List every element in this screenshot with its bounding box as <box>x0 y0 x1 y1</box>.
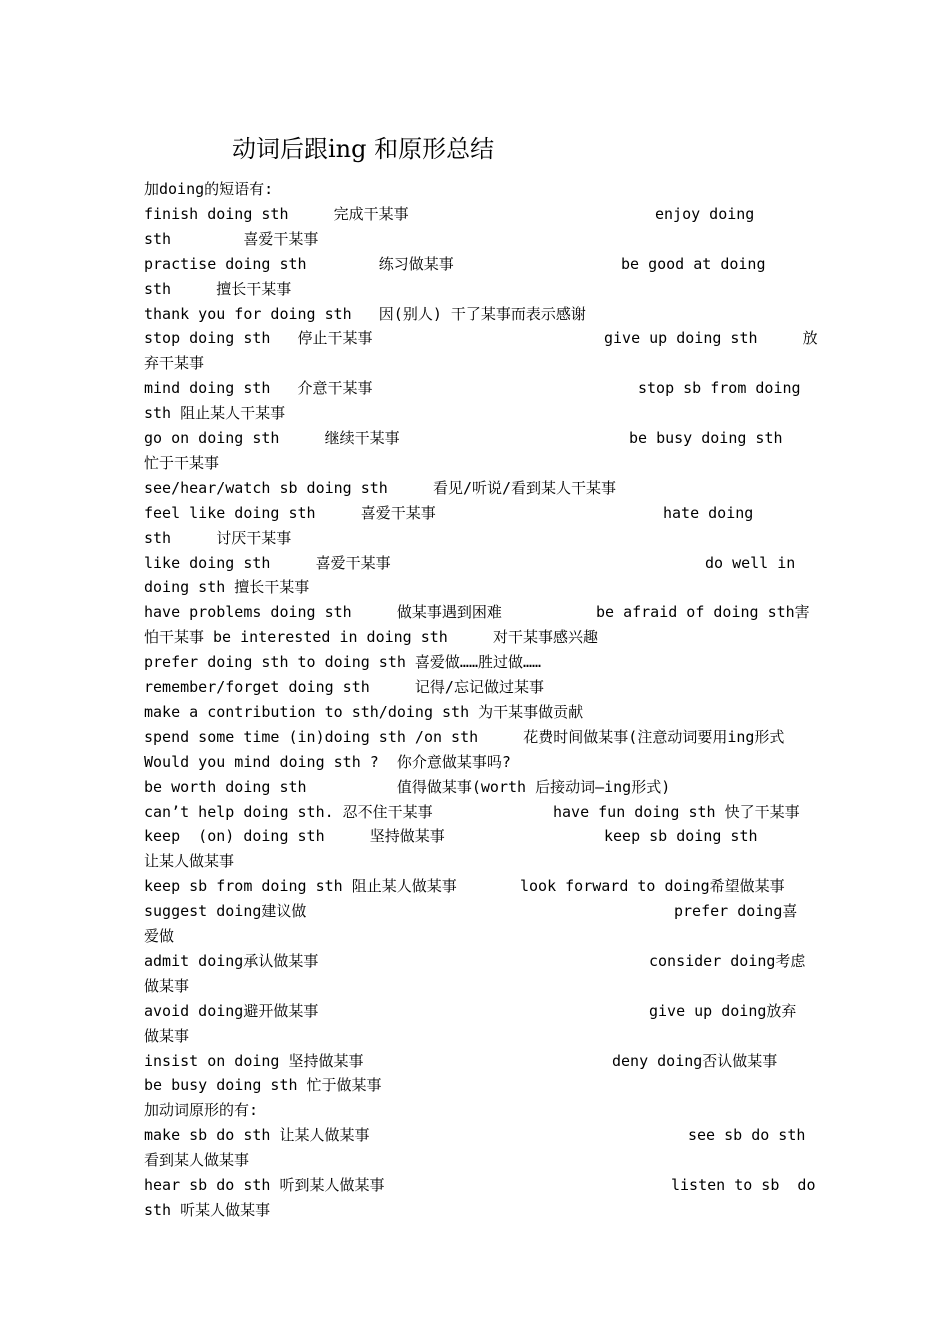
text-line <box>144 252 808 277</box>
line-right-text: be afraid of doing sth害 <box>596 603 810 622</box>
line-left-text: sth 阻止某人干某事 <box>144 404 286 423</box>
text-line <box>144 526 808 551</box>
line-right-text: be busy doing sth <box>629 429 783 447</box>
line-left-text: be worth doing sth 值得做某事(worth 后接动词—ing形式) <box>144 777 671 796</box>
line-left-text: sth 擅长干某事 <box>144 279 292 298</box>
text-line <box>144 974 808 999</box>
text-line <box>144 302 808 327</box>
text-line <box>144 725 808 750</box>
text-line <box>144 924 808 949</box>
text-line <box>144 899 808 924</box>
line-left-text: have problems doing sth 做某事遇到困难 <box>144 603 502 622</box>
line-left-text: remember/forget doing sth 记得/忘记做过某事 <box>144 678 544 696</box>
line-right-text: stop sb from doing <box>638 379 801 398</box>
document-title: 动词后跟ing 和原形总结 <box>232 135 495 163</box>
line-left-text: thank you for doing sth 因(别人) 干了某事而表示感谢 <box>144 304 586 323</box>
text-line <box>144 800 808 825</box>
text-line <box>144 202 808 227</box>
line-right-text: deny doing否认做某事 <box>612 1051 778 1070</box>
line-left-text: insist on doing 坚持做某事 <box>144 1051 364 1070</box>
text-line <box>144 401 808 426</box>
line-left-text: 弃干某事 <box>144 354 205 373</box>
line-left-text: keep (on) doing sth 坚持做某事 <box>144 827 445 846</box>
text-line <box>144 575 808 600</box>
text-line <box>144 277 808 302</box>
line-right-text: give up doing sth 放 <box>604 329 818 348</box>
line-right-text: keep sb doing sth <box>604 827 758 846</box>
line-left-text: doing sth 擅长干某事 <box>144 578 310 597</box>
line-right-text: be good at doing <box>621 254 766 273</box>
text-line <box>144 1123 808 1148</box>
line-left-text: 加动词原形的有: <box>144 1101 259 1120</box>
line-left-text: spend some time (in)doing sth /on sth 花费时间做某事(注意动词要用ing形式 <box>144 727 785 746</box>
line-left-text: finish doing sth 完成干某事 <box>144 204 409 223</box>
line-left-text: 怕干某事 be interested in doing sth 对干某事感兴趣 <box>144 628 598 647</box>
text-line <box>144 426 808 451</box>
line-right-text: give up doing放弃 <box>649 1001 797 1020</box>
text-line <box>144 1024 808 1049</box>
line-left-text: feel like doing sth 喜爱干某事 <box>144 503 436 522</box>
text-line <box>144 775 808 800</box>
line-right-text: enjoy doing <box>655 204 755 223</box>
line-left-text: 加doing的短语有: <box>144 180 274 198</box>
line-left-text: make sb do sth 让某人做某事 <box>144 1126 370 1145</box>
text-line <box>144 501 808 526</box>
line-right-text: do well in <box>705 553 796 572</box>
text-line <box>144 351 808 376</box>
line-left-text: go on doing sth 继续干某事 <box>144 429 400 447</box>
line-left-text: mind doing sth 介意干某事 <box>144 379 373 398</box>
line-left-text: 爱做 <box>144 927 175 945</box>
line-left-text: Would you mind doing sth ? 你介意做某事吗? <box>144 752 511 771</box>
line-left-text: hear sb do sth 听到某人做某事 <box>144 1176 385 1194</box>
text-line <box>144 1148 808 1173</box>
line-left-text: can’t help doing sth. 忍不住干某事 <box>144 802 433 821</box>
text-line <box>144 551 808 576</box>
text-line <box>144 849 808 874</box>
text-line <box>144 675 808 700</box>
text-line <box>144 625 808 650</box>
text-line <box>144 650 808 675</box>
line-left-text: see/hear/watch sb doing sth 看见/听说/看到某人干某事 <box>144 478 617 497</box>
text-line <box>144 949 808 974</box>
line-left-text: 让某人做某事 <box>144 852 235 871</box>
text-line <box>144 1049 808 1074</box>
line-right-text: have fun doing sth 快了干某事 <box>553 802 800 821</box>
text-line <box>144 451 808 476</box>
text-line <box>144 874 808 899</box>
text-line <box>144 1173 816 1198</box>
line-right-text: listen to sb do <box>671 1176 816 1194</box>
line-left-text: keep sb from doing sth 阻止某人做某事 <box>144 877 457 896</box>
line-left-text: 忙于干某事 <box>144 453 220 472</box>
text-line <box>144 177 808 202</box>
line-right-text: see sb do sth <box>688 1126 806 1145</box>
text-line <box>144 750 808 775</box>
line-right-text: prefer doing喜 <box>674 902 798 921</box>
line-left-text: 做某事 <box>144 1026 190 1045</box>
text-line <box>144 326 818 351</box>
line-left-text: sth 听某人做某事 <box>144 1200 271 1219</box>
text-line <box>144 227 808 252</box>
text-line <box>144 700 808 725</box>
text-line <box>144 376 808 401</box>
line-right-text: hate doing <box>663 503 754 522</box>
text-line <box>144 476 808 501</box>
text-line <box>144 600 808 625</box>
text-line <box>144 1098 808 1123</box>
line-left-text: sth 喜爱干某事 <box>144 229 319 248</box>
line-left-text: 做某事 <box>144 976 190 995</box>
line-left-text: suggest doing建议做 <box>144 902 307 921</box>
line-left-text: stop doing sth 停止干某事 <box>144 329 373 348</box>
line-right-text: consider doing考虑 <box>649 951 806 970</box>
line-left-text: sth 讨厌干某事 <box>144 528 292 547</box>
line-left-text: practise doing sth 练习做某事 <box>144 254 454 273</box>
line-left-text: admit doing承认做某事 <box>144 951 319 970</box>
text-line <box>144 999 808 1024</box>
text-line <box>144 1198 808 1223</box>
line-left-text: avoid doing避开做某事 <box>144 1001 319 1020</box>
line-left-text: prefer doing sth to doing sth 喜爱做……胜过做…… <box>144 653 542 672</box>
line-left-text: 看到某人做某事 <box>144 1151 250 1170</box>
line-left-text: make a contribution to sth/doing sth 为干某事做贡献 <box>144 702 584 721</box>
text-line <box>144 1073 808 1098</box>
line-right-text: look forward to doing希望做某事 <box>520 877 785 896</box>
line-left-text: like doing sth 喜爱干某事 <box>144 553 391 572</box>
text-line <box>144 824 808 849</box>
line-left-text: be busy doing sth 忙于做某事 <box>144 1076 382 1095</box>
